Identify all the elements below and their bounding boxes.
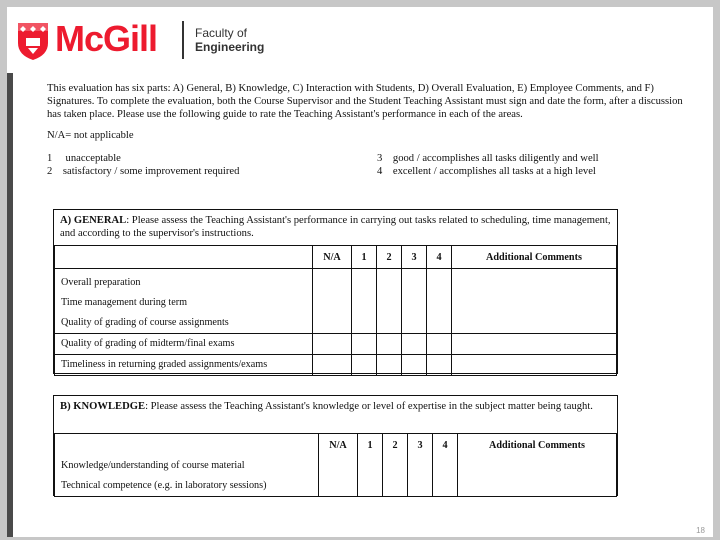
- rating-cell-na[interactable]: [313, 269, 352, 334]
- rating-scale: [47, 152, 687, 182]
- table-row: [55, 334, 617, 355]
- rating-cell-2[interactable]: [377, 355, 402, 376]
- left-accent-bar: [7, 73, 13, 537]
- criteria-cell: [55, 355, 313, 376]
- criterion-label: Overall preparation: [61, 277, 141, 288]
- criterion-label: Knowledge/understanding of course material: [61, 460, 245, 471]
- mcgill-wordmark: McGill: [55, 18, 158, 59]
- col-4: 4: [433, 434, 458, 497]
- mcgill-crest-icon: [16, 21, 50, 61]
- col-2: 2: [383, 434, 408, 497]
- rating-cell-2[interactable]: [377, 269, 402, 334]
- col-comments: Additional Comments: [458, 434, 617, 497]
- faculty-line2: Engineering: [195, 40, 265, 54]
- rating-cell-3[interactable]: [402, 334, 427, 355]
- rating-cell-4[interactable]: [427, 269, 452, 334]
- criteria-cell: [55, 334, 313, 355]
- table-header-row: [55, 246, 617, 269]
- col-1: 1: [352, 246, 377, 269]
- criteria-cell: [55, 269, 313, 334]
- header-bar: [7, 7, 713, 73]
- instructions: [47, 82, 687, 182]
- rating-cell-4[interactable]: [427, 355, 452, 376]
- rating-cell-3[interactable]: [402, 355, 427, 376]
- scale-item: 4 excellent / accomplishes all tasks at a high level: [377, 166, 596, 177]
- col-na: N/A: [313, 246, 352, 269]
- col-1: 1: [358, 434, 383, 497]
- rating-cell-1[interactable]: [352, 334, 377, 355]
- rating-cell-1[interactable]: [352, 355, 377, 376]
- rating-cell-1[interactable]: [352, 269, 377, 334]
- criteria-header: [55, 246, 313, 269]
- criterion-label: Quality of grading of midterm/final exams: [61, 338, 235, 349]
- table-row: [55, 355, 617, 376]
- criterion-label: Technical competence (e.g. in laboratory sessions): [61, 480, 267, 491]
- col-3: 3: [408, 434, 433, 497]
- faculty-label: [195, 26, 264, 54]
- criteria-cell: [55, 434, 319, 497]
- comments-cell[interactable]: [452, 334, 617, 355]
- col-2: 2: [377, 246, 402, 269]
- section-a-table: [54, 245, 617, 376]
- section-b-table: [54, 433, 617, 497]
- criterion-label: Timeliness in returning graded assignments/exams: [61, 359, 268, 370]
- col-4: 4: [427, 246, 452, 269]
- col-3: 3: [402, 246, 427, 269]
- na-note: N/A= not applicable: [47, 130, 134, 141]
- col-na: N/A: [319, 434, 358, 497]
- rating-cell-4[interactable]: [427, 334, 452, 355]
- criterion-label: Quality of grading of course assignments: [61, 317, 229, 328]
- rating-cell-na[interactable]: [313, 334, 352, 355]
- slide-page: [7, 7, 713, 537]
- page-number: 18: [696, 526, 705, 535]
- header-divider: [182, 21, 184, 59]
- criterion-label: Time management during term: [61, 297, 188, 308]
- rating-cell-3[interactable]: [402, 269, 427, 334]
- rating-cell-2[interactable]: [377, 334, 402, 355]
- rating-cell-na[interactable]: [313, 355, 352, 376]
- comments-cell[interactable]: [452, 355, 617, 376]
- table-row: [55, 434, 617, 497]
- col-comments: Additional Comments: [452, 246, 617, 269]
- scale-item: 3 good / accomplishes all tasks diligently and well: [377, 153, 599, 164]
- section-a-header: A) GENERAL: Please assess the Teaching Assistant's performance in carrying out tasks related to scheduling, time management, and according to the supervisor's instructions.: [60, 215, 611, 239]
- section-b: [53, 395, 618, 496]
- faculty-line1: Faculty of: [195, 26, 248, 40]
- comments-cell[interactable]: [452, 269, 617, 334]
- section-b-header: B) KNOWLEDGE: Please assess the Teaching Assistant's knowledge or level of expertise in the subject matter being taught.: [60, 401, 593, 412]
- scale-item: 2 satisfactory / some improvement required: [47, 166, 240, 177]
- section-a: [53, 209, 618, 374]
- intro-paragraph: This evaluation has six parts: A) General, B) Knowledge, C) Interaction with Students, D) Overall Evaluation, E) Employee Comments, and F) Signatures. To complete the evaluation, both the Course Supervisor and the Student Teaching Assistant must sign and date the form, after a discussion has taken place. Please use the following guide to rate the Teaching Assistant's performance in each of the areas.: [47, 83, 683, 120]
- table-row: [55, 269, 617, 334]
- scale-item: 1 unacceptable: [47, 153, 121, 164]
